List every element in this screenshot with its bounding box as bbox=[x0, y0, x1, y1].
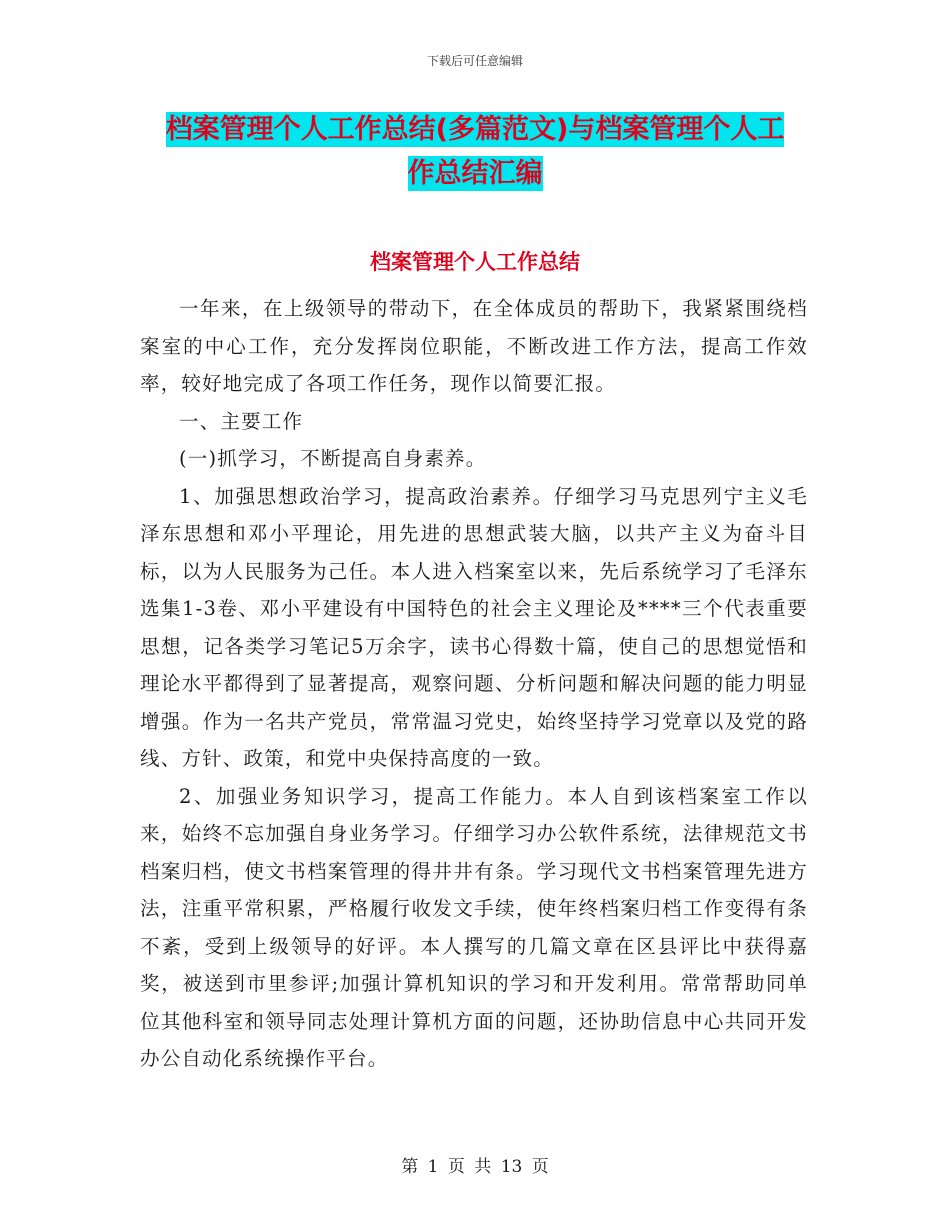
paragraph-intro: 一年来，在上级领导的带动下，在全体成员的帮助下，我紧紧围绕档案室的中心工作，充分发挥岗位职能，不断改进工作方法，提高工作效率，较好地完成了各项工作任务，现作以简要汇报。 bbox=[140, 297, 808, 395]
page-footer: 第 1 页 共 13 页 bbox=[401, 1157, 549, 1177]
title-line-1: 档案管理个人工作总结(多篇范文)与档案管理个人工 bbox=[165, 114, 785, 145]
document-title bbox=[130, 108, 820, 196]
paragraph-political-study: 1、加强思想政治学习，提高政治素养。仔细学习马克思列宁主义毛泽东思想和邓小平理论，用先进的思想武装大脑，以共产主义为奋斗目标，以为人民服务为己任。本人进入档案室以来，先后系统学习了毛泽东选集1-3卷、邓小平建设有中国特色的社会主义理论及****三个代表重要思想，记各类学习笔记5万余字，读书心得数十篇，使自己的思想觉悟和理论水平都得到了显著提高，观察问题、分析问题和解决问题的能力明显增强。作为一名共产党员，常常温习党史，始终坚持学习党章以及党的路线、方针、政策，和党中央保持高度的一致。 bbox=[140, 484, 808, 770]
header-note: 下载后可任意编辑 bbox=[426, 54, 523, 68]
body-text bbox=[140, 290, 808, 1078]
paragraph-business-study: 2、加强业务知识学习，提高工作能力。本人自到该档案室工作以来，始终不忘加强自身业务学习。仔细学习办公软件系统，法律规范文书档案归档，使文书档案管理的得井井有条。学习现代文书档案管理先进方法，注重平常积累，严格履行收发文手续，使年终档案归档工作变得有条不紊，受到上级领导的好评。本人撰写的几篇文章在区县评比中获得嘉奖，被送到市里参评;加强计算机知识的学习和开发利用。常常帮助同单位其他科室和领导同志处理计算机方面的问题，还协助信息中心共同开发办公自动化系统操作平台。 bbox=[140, 784, 808, 1070]
title-line-2: 作总结汇编 bbox=[407, 158, 543, 189]
subheading-study: (一)抓学习，不断提高自身素养。 bbox=[179, 447, 487, 470]
heading-main-work: 一、主要工作 bbox=[179, 409, 304, 433]
section-title: 档案管理个人工作总结 bbox=[370, 250, 580, 274]
